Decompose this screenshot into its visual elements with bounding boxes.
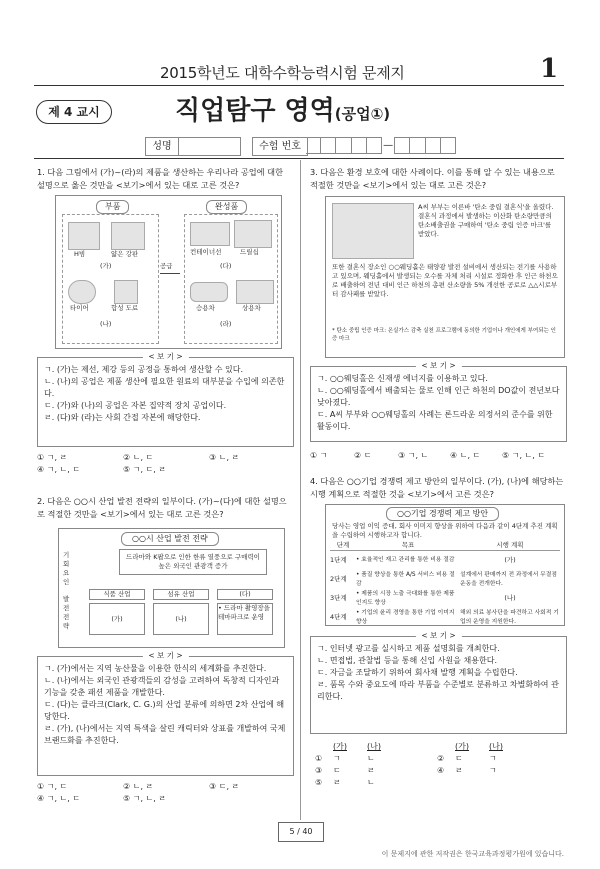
q2-stem: 2. 다음은 ○○시 산업 발전 전략의 일부이다. (가)~(다)에 대한 설명으로 적절한 것만을 <보기>에서 있는 대로 고른 것은? [37,496,287,519]
choice-1[interactable]: ① [315,754,323,763]
page-counter: 5 / 40 [278,822,324,842]
q3-story: A씨 부부는 이른바 '탄소 중립 결혼식'을 올렸다. 결혼식 과정에서 발생하는 이산화 탄소량만큼의 탄소배출권을 구매하여 '탄소 중립 인증 마크'를 받았다. [418,203,554,238]
statement: ㄹ. 품목 수와 중요도에 따라 부품을 수준별로 분류하고 차별화하여 관리한다. [317,680,559,701]
item-label: 드릴십 [240,248,259,256]
statement: ㄱ. ○○웨딩홀은 신재생 에너지를 이용하고 있다. [317,374,488,383]
ans-head: (가) [455,742,469,751]
statement: ㄱ. (가)는 제선, 제강 등의 공정을 통하여 생산할 수 있다. [44,365,244,374]
side-label-a: 기회요인 [63,551,70,586]
ans-head: (나) [367,742,381,751]
step: 3단계 [330,594,347,602]
col-value: (나) [153,603,209,635]
choice-3[interactable]: ③ ㄷ, ㄹ [209,782,240,791]
subject-sub: (공업①) [334,105,391,123]
choice-row[interactable] [315,765,565,777]
q4-bogi [310,631,567,734]
choice-row[interactable] [315,753,565,765]
plan: (나) [504,594,516,602]
col-header: 목표 [401,541,415,549]
goal: • 효율적인 재고 관리를 통한 비용 절감 [356,557,455,563]
q2-drama-box: 드라마와 K팝으로 인한 한류 열풍으로 구매력이 높은 외국인 관광객 증가 [119,549,267,575]
ship-image [190,222,230,246]
ans-value: ㄹ [367,766,375,775]
item-label: H빔 [74,250,86,258]
item-label: 상용차 [242,304,261,312]
q1-bogi [37,352,294,447]
ans-value: ㄱ [333,754,341,763]
goal: • 제품의 시장 노출 극대화를 통한 제품 인지도 향상 [356,590,455,606]
q4-intro: 당사는 영업 이익 증대, 회사 이미지 향상을 위하여 다음과 같이 4단계 추진 계획을 수립하여 시행하고자 합니다. [332,522,558,539]
supply-arrow [160,262,180,274]
exam-title: 2015학년도 대학수학능력시험 문제지 [160,64,405,82]
col-value: (가) [89,603,145,635]
name-box[interactable] [177,137,241,156]
name-label: 성명 [145,137,179,156]
ans-value: ㄴ [367,754,375,763]
tire-image [68,280,96,304]
choice-5[interactable]: ⑤ ㄱ, ㄴ, ㄹ [123,794,167,803]
tag-da: (다) [220,262,232,270]
ans-value: ㄹ [455,766,463,775]
col-header: 단계 [336,541,350,549]
subject-main: 직업탐구 영역 [175,96,335,126]
choice-4[interactable]: ④ ㄴ, ㄷ [450,451,481,460]
choice-3[interactable]: ③ [315,766,323,775]
bogi-title: < 보 기 > [415,630,461,641]
couple-image [332,203,414,259]
q3-footnote: * 탄소 중립 인증 마크: 온실가스 감축 실천 프로그램에 동의한 기업이나 개인에게 부여되는 인증 마크 [332,328,556,342]
step: 4단계 [330,613,347,621]
q1-finished-label: 완성품 [206,200,247,214]
steel-sheet-image [111,222,145,250]
ans-value: ㄷ [455,754,463,763]
goal: • 기업의 윤리 경영을 통한 기업 이미지 향상 [356,609,455,625]
subject-title [175,90,390,127]
bogi-title: < 보 기 > [142,351,188,362]
ans-head: (가) [333,742,347,751]
plan: 해외 의료 봉사단을 파견하고 사회적 기업의 운영을 지원한다. [460,609,559,625]
statement: ㄴ. (나)에서는 외국인 관광객들의 감성을 고려하여 독창적 디자인과 기능을 갖춘 패션 제품을 개발한다. [44,676,280,697]
table-row [330,589,560,608]
statement: ㄷ. A씨 부부와 ○○웨딩홀의 사례는 론드라운 의정서의 준수를 위한 활동이다. [317,410,553,431]
item-label: 승용차 [196,304,215,312]
exam-no-boxes[interactable]: — [306,137,456,154]
col-header: 시행 계획 [496,541,524,549]
tag-ga: (가) [100,262,112,270]
choice-row[interactable] [315,777,565,789]
statement: ㄴ. ○○웨딩홀에서 배출되는 물로 인해 인근 하천의 DO값이 전년보다 낮아졌다. [317,386,560,407]
choice-4[interactable]: ④ [437,766,445,775]
choice-2[interactable]: ② ㄴ, ㄹ [123,782,154,791]
table-row [330,570,560,589]
col-label: 식품 산업 [89,589,145,600]
choice-5[interactable]: ⑤ [315,778,323,787]
q2-bogi [37,651,294,776]
choice-4[interactable]: ④ ㄱ, ㄴ, ㄷ [37,465,81,474]
q1-raw-label: 부품 [96,200,129,214]
side-label-b: 발전전략 [63,595,70,630]
q4-stem: 4. 다음은 ○○기업 경쟁력 제고 방안의 일부이다. (가), (나)에 해당하는 시행 계획으로 적절한 것을 <보기>에서 고른 것은? [310,476,564,499]
choice-2[interactable]: ② [437,754,445,763]
statement: ㄱ. 인터넷 광고를 실시하고 제품 설명회를 개최한다. [317,644,500,653]
item-label: 얇은 강판 [111,250,139,258]
q1-figure [55,195,282,349]
supply-label: 공급 [160,262,173,270]
item-label: 타이어 [70,304,89,312]
statement: ㄹ. (가), (나)에서는 지역 특색을 살린 캐릭터와 상표를 개발하여 국제 브랜드화를 추진한다. [44,724,286,745]
paint-image [114,280,138,304]
drillship-image [234,220,272,248]
q3-story-box [325,196,565,358]
statement: ㄷ. 자금을 조달하기 위하여 회사채 발행 계획을 수립한다. [317,668,518,677]
ans-value: ㄷ [333,766,341,775]
statement: ㄴ. (나)의 공업은 제품 생산에 필요한 원료의 대부분을 수입에 의존한다. [44,377,285,398]
bogi-title: < 보 기 > [142,650,188,661]
q3-story2: 또한 결혼식 장소인 ○○웨딩홀은 태양광 발전 설비에서 생산되는 전기를 사용하고 있으며, 웨딩홀에서 발생되는 오수를 자체 처리 시설로 정화한 후 인근 하천으로 배출하여 전년 대비 인근 하천의 총편 산소량을 5% 개선한 공로로 △△시로부터 감사패를 받았다. [332,263,558,298]
goal: • 품질 향상을 통한 A/S 서비스 비용 절감 [356,571,455,587]
col-label: (다) [217,589,273,600]
q2-box-title: ○○시 산업 발전 전략 [121,532,219,546]
ans-value: ㄹ [333,778,341,787]
col-label: 섬유 산업 [153,589,209,600]
table-row [330,551,560,570]
q3-bogi [310,361,567,442]
choice-1[interactable]: ① ㄱ, ㄹ [37,453,68,462]
item-label: 합성 도료 [111,304,139,312]
copyright: 이 문제지에 관한 저작권은 한국교육과정평가원에 있습니다. [381,850,564,858]
step: 2단계 [330,575,347,583]
page-number: 1 [540,54,559,84]
q1-choices [37,452,292,476]
total-pages: 40 [302,827,313,836]
choice-5[interactable]: ⑤ ㄱ, ㄴ, ㄷ [502,451,546,460]
period-badge: 제 4 교시 [36,100,112,124]
ans-value: ㄴ [367,778,375,787]
table-row [330,608,560,627]
choice-1[interactable]: ① ㄱ, ㄷ [37,782,68,791]
current-page: 5 [289,827,295,836]
statement: ㄴ. 면접법, 관찰법 등을 통해 신입 사원을 채용한다. [317,656,497,665]
h-beam-image [68,222,100,250]
q4-box-title: ○○기업 경쟁력 제고 방안 [386,507,499,521]
choice-2[interactable]: ② ㄴ, ㄷ [123,453,154,462]
ans-value: ㄱ [489,754,497,763]
statement: ㄷ. (다)는 클라크(Clark, C. G.)의 산업 분류에 의하면 2차 산업에 해당한다. [44,700,285,721]
tag-ra: (라) [220,320,232,328]
choice-1[interactable]: ① ㄱ [310,451,328,460]
ans-head: (나) [489,742,503,751]
statement: ㄹ. (다)와 (라)는 사회 간접 자본에 해당한다. [44,413,201,422]
item-label: 컨테이너선 [190,248,222,256]
statement: ㄷ. (가)와 (나)의 공업은 자본 집약적 장치 공업이다. [44,401,227,410]
choice-2[interactable]: ② ㄷ [354,451,372,460]
q4-choices [315,741,565,789]
exam-no-label: 수험 번호 [252,137,308,156]
q2-figure [58,528,285,648]
q2-choices [37,781,292,805]
plan: (가) [504,556,516,564]
ans-value: ㄱ [489,766,497,775]
bogi-title: < 보 기 > [415,360,461,371]
choice-3[interactable]: ③ ㄱ, ㄴ [398,451,429,460]
col-value: • 드라마 촬영장을 테마파크로 운영 [217,603,273,635]
statement: ㄱ. (가)에서는 지역 농산물을 이용한 한식의 세계화를 추진한다. [44,664,267,673]
truck-image [236,280,274,304]
tag-na: (나) [100,320,112,328]
choice-4[interactable]: ④ ㄱ, ㄴ, ㄷ [37,794,81,803]
step: 1단계 [330,556,347,564]
q3-choices [310,450,565,462]
q4-plan-box [325,504,565,626]
car-image [190,282,228,302]
choice-5[interactable]: ⑤ ㄱ, ㄷ, ㄹ [123,465,167,474]
choice-3[interactable]: ③ ㄴ, ㄹ [209,453,240,462]
plan: 설계에서 판매까지 전 과정에서 무결점 운동을 전개한다. [460,571,557,587]
q3-stem: 3. 다음은 환경 보호에 대한 사례이다. 이를 통해 알 수 있는 내용으로 적절한 것만을 <보기>에서 있는 대로 고른 것은? [310,167,555,190]
q1-stem: 1. 다음 그림에서 (가)~(라)의 제품을 생산하는 우리나라 공업에 대한 설명으로 옳은 것만을 <보기>에서 있는 대로 고른 것은? [37,167,283,190]
